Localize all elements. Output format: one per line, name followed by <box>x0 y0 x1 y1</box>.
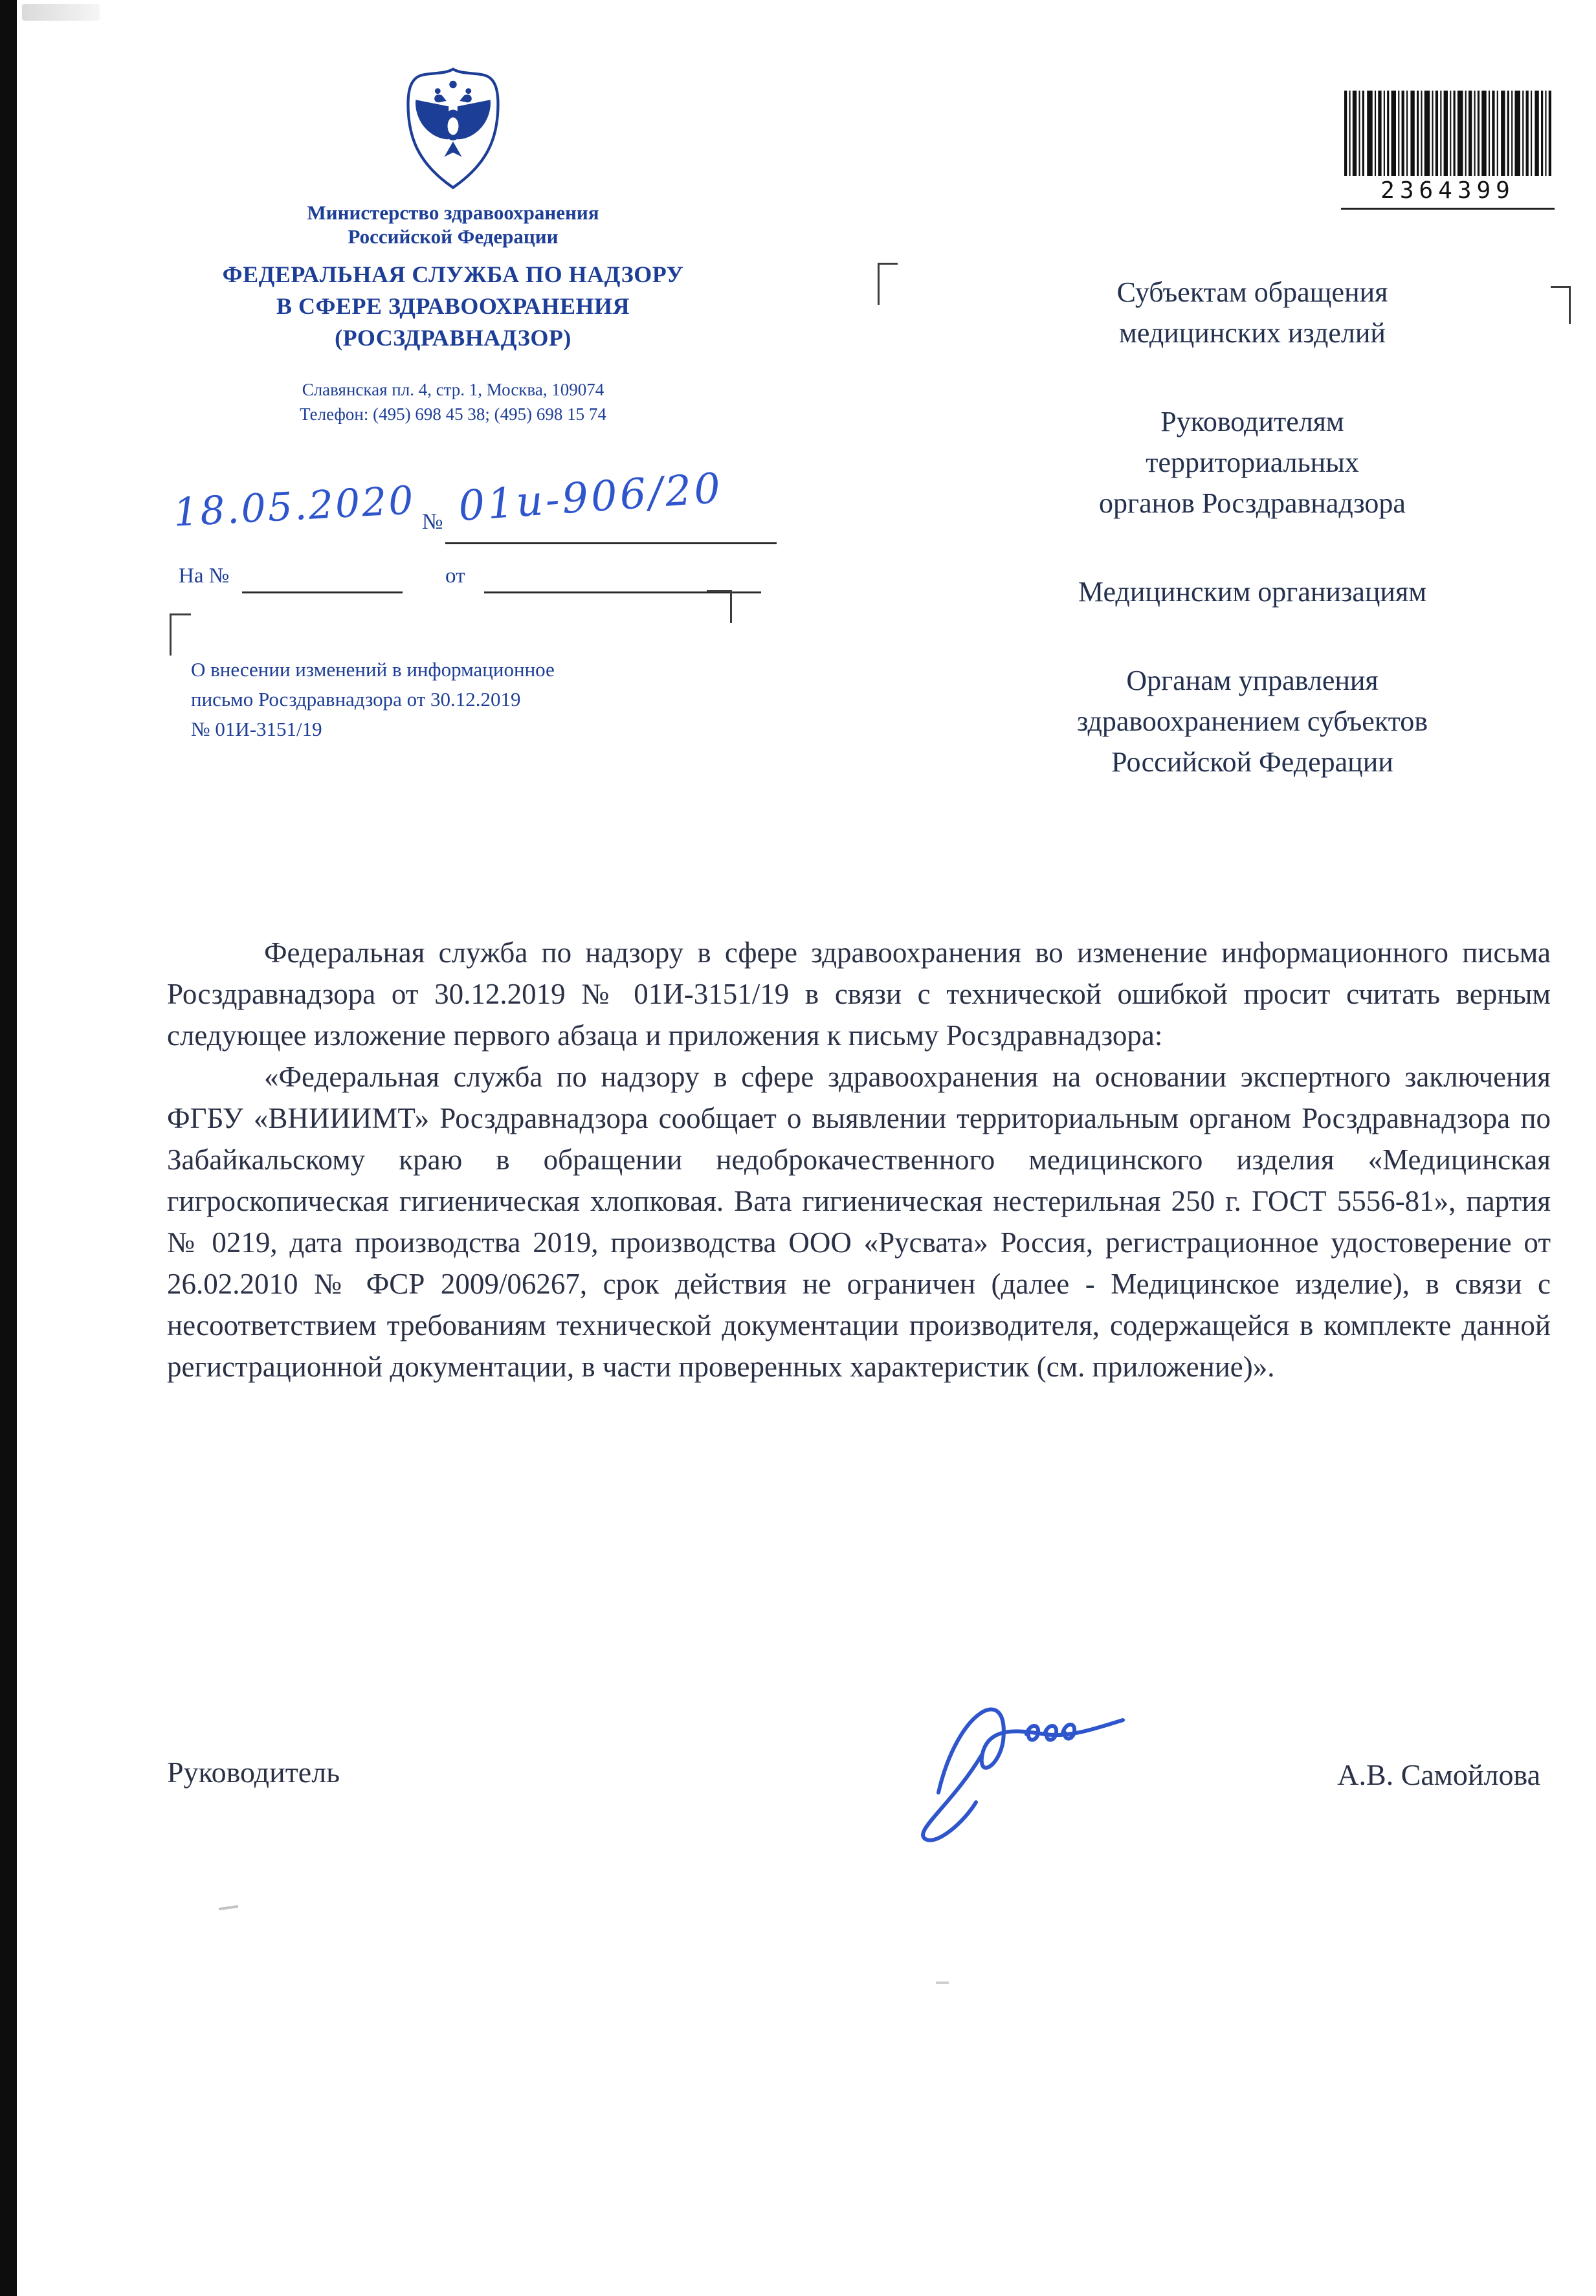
contact-block <box>165 377 741 426</box>
handwritten-outgoing-number: 01и-906/20 <box>456 464 725 531</box>
reply-number-blank <box>242 591 403 593</box>
address-line: Славянская пл. 4, стр. 1, Москва, 109074 <box>302 380 604 399</box>
agency-line-1: ФЕДЕРАЛЬНАЯ СЛУЖБА ПО НАДЗОРУ <box>222 261 684 287</box>
addressee-line: медицинских изделий <box>1119 317 1386 349</box>
addressee-line: Руководителям <box>1160 406 1344 437</box>
ministry-line-1: Министерство здравоохранения <box>307 201 599 224</box>
addressee-list <box>932 272 1573 830</box>
body-paragraph-1: Федеральная служба по надзору в сфере здравоохранения во изменение информационного письма Росздравнадзора от 30.12.2019 № 01И-3151/19 в связи с технической ошибкой просит считать верным следующее изложение первого абзаца и приложения к письму Росздравнадзора: <box>167 936 1551 1052</box>
number-sign-label: № <box>422 510 443 534</box>
agency-line-2: В СФЕРЕ ЗДРАВООХРАНЕНИЯ <box>276 293 630 319</box>
agency-line-3: (РОСЗДРАВНАДЗОР) <box>335 325 571 351</box>
reply-to-number-label: На № <box>179 564 230 588</box>
subject-line-2: письмо Росздравнадзора от 30.12.2019 <box>191 688 521 711</box>
number-underline <box>445 542 777 544</box>
addressee-line: Российской Федерации <box>1111 746 1393 778</box>
scan-edge-bar <box>0 0 17 2296</box>
subject-block <box>191 655 555 744</box>
signer-name: А.В. Самойлова <box>1337 1758 1540 1791</box>
barcode-block <box>1341 91 1555 210</box>
letter-body <box>167 932 1551 1387</box>
handwritten-date: 18.05.2020 <box>172 478 417 536</box>
body-paragraph-2: «Федеральная служба по надзору в сфере здравоохранения на основании экспертного заключения ФГБУ «ВНИИИМТ» Росздравнадзора сообщает о выявлении территориальным органом Росздравнадзора по Забайкальскому краю в обращении недоброкачественного медицинского изделия «Медицинская гигроскопическая гигиеническая хлопковая. Вата гигиеническая нестерильная 250 г. ГОСТ 5556-81», партия № 0219, дата производства 2019, производства ООО «Русвата» Россия, регистрационное удостоверение от 26.02.2010 № ФСР 2009/06267, срок действия не ограничен (далее - Медицинское изделие), в связи с несоответствием требованиям технической документации производителя, содержащейся в комплекте данной регистрационной документации, в части проверенных характеристик (см. приложение)». <box>167 1061 1551 1383</box>
addressee-group <box>932 660 1573 782</box>
agency-name <box>165 259 741 354</box>
addressee-corner-mark-left <box>878 263 898 305</box>
barcode-number: 2364399 <box>1341 177 1555 210</box>
addressee-group <box>932 272 1573 353</box>
phone-line: Телефон: (495) 698 45 38; (495) 698 15 74 <box>300 404 606 424</box>
addressee-line: Субъектам обращения <box>1116 276 1388 308</box>
subject-corner-mark-left <box>170 613 191 656</box>
subject-corner-mark-right <box>707 590 732 623</box>
barcode-icon <box>1344 91 1551 176</box>
signature-scribble <box>900 1670 1204 1851</box>
reply-date-label: от <box>445 564 465 588</box>
letterhead <box>165 65 741 426</box>
addressee-line: территориальных <box>1146 447 1359 478</box>
subject-line-1: О внесении изменений в информационное <box>191 658 555 681</box>
signer-title: Руководитель <box>167 1756 340 1789</box>
scan-artifact <box>936 1981 949 1984</box>
addressee-line: органов Росздравнадзора <box>1099 487 1406 519</box>
addressee-line: Органам управления <box>1126 665 1379 696</box>
addressee-group <box>932 401 1573 524</box>
ministry-line-2: Российской Федерации <box>348 225 559 248</box>
scan-smudge <box>22 4 100 21</box>
addressee-line: здравоохранением субъектов <box>1076 705 1428 737</box>
scan-artifact <box>219 1905 238 1910</box>
addressee-line: Медицинским организациям <box>1078 576 1427 608</box>
subject-line-3: № 01И-3151/19 <box>191 718 322 740</box>
coat-of-arms-emblem <box>398 65 508 194</box>
addressee-group <box>932 571 1573 612</box>
